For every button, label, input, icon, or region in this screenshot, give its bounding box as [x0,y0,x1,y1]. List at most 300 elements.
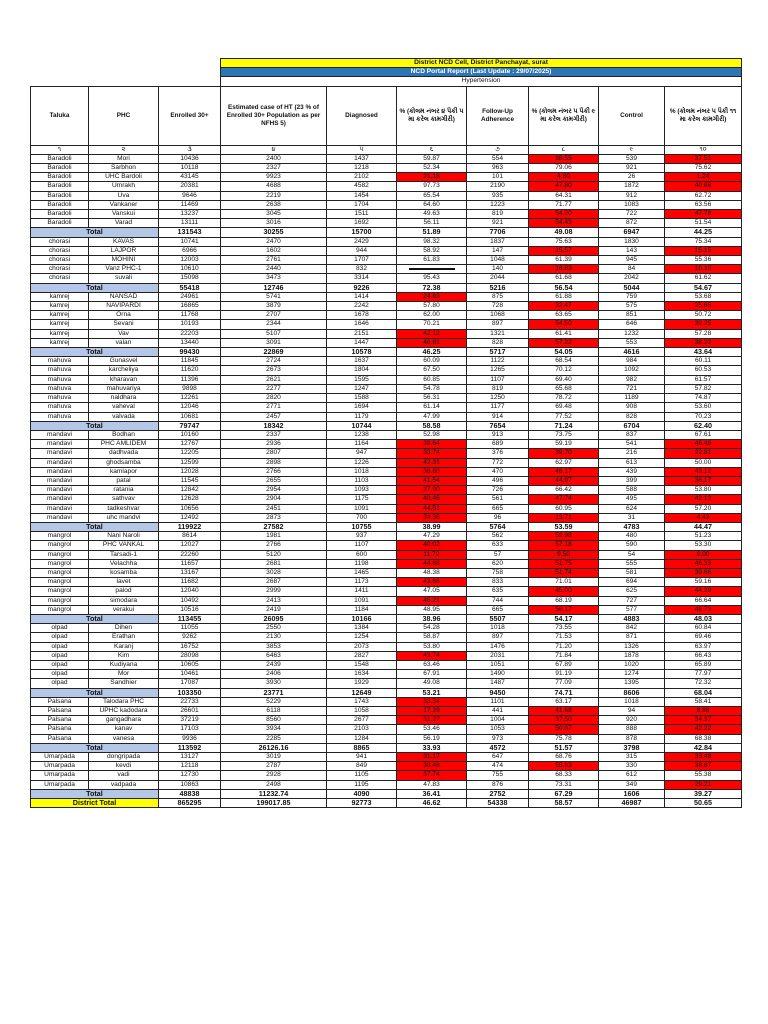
total-cell: 55418 [159,283,221,292]
table-cell: 17087 [159,679,221,688]
table-cell: 24.63 [397,292,467,301]
table-cell: 3091 [221,338,327,347]
report-subtitle: NCD Portal Report (Last Update : 29/07/2025) [221,68,742,77]
table-cell: 59.19 [529,440,599,449]
table-cell: 79.06 [529,164,599,173]
table-cell: Kudiyana [89,660,159,669]
table-cell: 53.80 [397,642,467,651]
table-row [31,587,742,596]
table-cell: 3045 [221,210,327,219]
table-cell: Palsana [31,734,89,743]
table-cell: 21.18 [397,173,467,182]
total-cell: 48838 [159,789,221,798]
table-row [31,384,742,393]
table-cell: 36.80 [397,467,467,476]
table-cell: 41.54 [397,476,467,485]
table-cell: kosamba [89,568,159,577]
table-cell: 47.80 [529,182,599,191]
table-cell: 77.52 [529,412,599,421]
table-cell: 897 [467,633,529,642]
table-row [31,329,742,338]
table-cell: 2898 [221,458,327,467]
table-cell: karcheliya [89,366,159,375]
table-cell: 71.53 [529,633,599,642]
table-cell: 78.72 [529,394,599,403]
total-cell: 4783 [599,522,665,531]
table-cell: 53.60 [665,403,742,412]
table-cell: 62.00 [397,311,467,320]
table-cell: 97.73 [397,182,467,191]
table-cell: 10605 [159,660,221,669]
table-cell: 849 [327,762,397,771]
table-cell: 98.32 [397,237,467,246]
table-cell: 38.22 [665,338,742,347]
table-cell: mangrol [31,596,89,605]
table-cell: 871 [599,633,665,642]
table-cell: dadhvada [89,449,159,458]
table-cell: 47.78 [665,210,742,219]
table-cell: 12842 [159,486,221,495]
table-cell: mandavi [31,449,89,458]
table-cell: olpad [31,651,89,660]
table-row [31,605,742,614]
col-number: ૪ [221,145,327,154]
total-cell: 10166 [327,614,397,623]
total-label: Total [31,789,159,798]
table-cell: 1189 [599,394,665,403]
table-cell: 2242 [327,302,397,311]
header-diagnosed: Diagnosed [327,86,397,145]
table-cell: 1414 [327,292,397,301]
table-cell: 878 [599,734,665,743]
table-cell: 633 [467,541,529,550]
table-row [31,237,742,246]
table-cell: 43145 [159,173,221,182]
total-cell: 56.54 [529,283,599,292]
table-cell: 872 [599,219,665,228]
table-cell: 1048 [467,256,529,265]
table-cell: 1105 [327,771,397,780]
table-cell: 16865 [159,302,221,311]
table-cell: Baradoli [31,219,89,228]
table-cell: 12046 [159,403,221,412]
table-cell: 66.43 [665,651,742,660]
table-cell [397,265,467,274]
table-cell: 399 [599,476,665,485]
table-cell: 1837 [467,237,529,246]
total-cell: 49.08 [529,228,599,237]
table-cell: 1274 [599,670,665,679]
table-cell: 772 [467,458,529,467]
table-cell: 96 [467,513,529,522]
total-label: Total [31,228,159,237]
total-cell: 5044 [599,283,665,292]
total-cell: 54338 [467,799,529,808]
table-row [31,753,742,762]
table-cell: 10118 [159,164,221,173]
total-cell: 99430 [159,348,221,357]
table-cell: 44.51 [397,504,467,513]
table-cell: 1254 [327,633,397,642]
table-cell: 2219 [221,191,327,200]
total-cell: 36.41 [397,789,467,798]
table-cell: 1476 [467,642,529,651]
table-cell: 6966 [159,246,221,255]
table-cell: chorasi [31,274,89,283]
table-cell: 1058 [327,707,397,716]
table-cell: Dihen [89,624,159,633]
table-cell: 11545 [159,476,221,485]
total-row [31,228,742,237]
table-cell: 91.19 [529,670,599,679]
table-cell: mandavi [31,458,89,467]
table-cell: 897 [467,320,529,329]
table-cell: 2954 [221,486,327,495]
total-row [31,348,742,357]
table-cell: 10461 [159,670,221,679]
table-row [31,559,742,568]
total-cell: 113455 [159,614,221,623]
table-cell: tadkeshvar [89,504,159,513]
table-cell: 1265 [467,366,529,375]
table-cell: 10863 [159,780,221,789]
table-cell: 54 [599,550,665,559]
table-cell: 10656 [159,504,221,513]
table-cell: 10492 [159,596,221,605]
table-cell: UHC Bardoli [89,173,159,182]
total-cell: 8606 [599,688,665,697]
total-label: Total [31,348,159,357]
table-cell: 913 [467,430,529,439]
table-cell: 65.68 [529,384,599,393]
table-cell: 57.80 [397,302,467,311]
table-row [31,311,742,320]
total-cell: 51.89 [397,228,467,237]
table-cell: 37219 [159,716,221,725]
table-cell: 5120 [221,550,327,559]
table-cell: 1437 [327,154,397,163]
table-cell: 1411 [327,587,397,596]
table-cell: Orna [89,311,159,320]
table-cell: 635 [467,587,529,596]
table-cell: mandavi [31,440,89,449]
table-cell: 58.87 [397,633,467,642]
table-cell: 60.95 [529,504,599,513]
table-cell: 1101 [467,697,529,706]
table-cell: 3934 [221,725,327,734]
table-cell: 31.17 [397,753,467,762]
table-cell: 1051 [467,660,529,669]
table-cell: 42.22 [665,725,742,734]
table-cell: 68.76 [529,753,599,762]
table-cell: 12730 [159,771,221,780]
table-cell: Baradoli [31,173,89,182]
table-cell: 2936 [221,440,327,449]
table-cell: 744 [467,596,529,605]
table-cell: 11469 [159,200,221,209]
table-cell: 1018 [467,624,529,633]
table-row [31,476,742,485]
table-cell: 12205 [159,449,221,458]
table-cell: naldhara [89,394,159,403]
table-row [31,725,742,734]
table-cell: 1250 [467,394,529,403]
table-cell: 33.74 [397,449,467,458]
table-cell: 600 [327,550,397,559]
table-cell: 42.31 [397,458,467,467]
table-cell: 10610 [159,265,221,274]
table-cell: 851 [599,311,665,320]
table-cell: 4582 [327,182,397,191]
table-cell: 13440 [159,338,221,347]
total-cell: 67.29 [529,789,599,798]
total-cell: 39.27 [665,789,742,798]
table-cell: 39.64 [397,440,467,449]
table-cell: 1091 [327,596,397,605]
table-cell: 140 [467,265,529,274]
table-cell: 914 [467,412,529,421]
table-cell: 1107 [327,541,397,550]
total-cell: 4616 [599,348,665,357]
total-cell: 23771 [221,688,327,697]
table-row [31,191,742,200]
table-cell: 8614 [159,532,221,541]
table-cell: 13127 [159,753,221,762]
table-cell: 13167 [159,568,221,577]
total-label: Total [31,522,159,531]
table-cell: 1175 [327,495,397,504]
table-cell: 2151 [327,329,397,338]
table-cell: 727 [599,596,665,605]
table-cell: 1068 [467,311,529,320]
total-cell: 53.59 [529,522,599,531]
table-cell: 73.55 [529,624,599,633]
table-cell: Vav [89,329,159,338]
table-cell: 722 [599,210,665,219]
table-cell: 68.19 [529,596,599,605]
table-cell: olpad [31,624,89,633]
total-cell: 4572 [467,743,529,752]
table-row [31,430,742,439]
table-cell: 2044 [467,274,529,283]
table-cell: 441 [467,707,529,716]
table-cell: 16752 [159,642,221,651]
table-cell: 2681 [221,559,327,568]
header-diagnosed-pct: % (કોલમ નંબર ૪ પૈકી ૫ મા કરેલ કામગીરી) [397,86,467,145]
table-cell: mandavi [31,467,89,476]
table-cell: 63.65 [529,311,599,320]
table-cell: chorasi [31,246,89,255]
total-cell: 26095 [221,614,327,623]
table-cell: 48.95 [397,605,467,614]
table-cell: mangrol [31,605,89,614]
table-cell: 2419 [221,605,327,614]
table-cell: 1164 [327,440,397,449]
table-cell: 1981 [221,532,327,541]
table-cell: 944 [327,246,397,255]
total-cell: 5764 [467,522,529,531]
table-cell: mangrol [31,559,89,568]
table-row [31,670,742,679]
table-cell: Baradoli [31,154,89,163]
table-cell: 74.87 [665,394,742,403]
table-cell: Umarpada [31,780,89,789]
total-cell: 5216 [467,283,529,292]
table-cell: 57.82 [665,384,742,393]
table-cell: 56.11 [397,219,467,228]
table-cell: 828 [599,412,665,421]
table-cell: 57 [467,550,529,559]
table-cell: 620 [467,559,529,568]
table-cell: olpad [31,660,89,669]
table-cell: 1634 [327,670,397,679]
table-cell: 49.08 [397,679,467,688]
table-cell: 68.54 [529,357,599,366]
table-cell: olpad [31,670,89,679]
table-cell: Talodara PHC [89,697,159,706]
total-cell: 54.05 [529,348,599,357]
table-cell: 12003 [159,256,221,265]
table-cell: 29.21 [665,780,742,789]
table-cell: 1018 [327,467,397,476]
table-row [31,449,742,458]
table-cell: 54.43 [529,219,599,228]
table-cell: 819 [467,210,529,219]
table-cell: 1053 [467,725,529,734]
table-row [31,458,742,467]
table-cell: 37.51 [665,154,742,163]
table-cell: valvada [89,412,159,421]
table-cell: ratania [89,486,159,495]
table-cell: 66.42 [529,486,599,495]
table-cell: 47.99 [397,412,467,421]
table-cell: mangrol [31,532,89,541]
table-cell: 1872 [599,182,665,191]
table-cell: 832 [327,265,397,274]
table-cell: 26601 [159,707,221,716]
table-cell: 66.64 [665,596,742,605]
table-row [31,486,742,495]
table-row [31,219,742,228]
table-cell: 61.68 [529,274,599,283]
table-cell: Sevani [89,320,159,329]
total-cell: 5717 [467,348,529,357]
table-cell: 12492 [159,513,221,522]
table-cell: 1173 [327,578,397,587]
table-cell: mandavi [31,430,89,439]
table-cell: mandavi [31,504,89,513]
table-cell: 2130 [221,633,327,642]
table-cell: 1511 [327,210,397,219]
table-cell: Nani Naroli [89,532,159,541]
table-cell: 54.28 [397,624,467,633]
table-cell: 2904 [221,495,327,504]
table-cell: 349 [599,780,665,789]
table-cell: 1595 [327,375,397,384]
table-cell: 11396 [159,375,221,384]
table-cell: 69.46 [665,633,742,642]
table-cell: 52.98 [397,430,467,439]
table-row [31,780,742,789]
total-label: Total [31,283,159,292]
table-cell: mahuvariya [89,384,159,393]
table-cell: 1878 [599,651,665,660]
table-cell: 56.19 [397,734,467,743]
header-taluka: Taluka [31,86,89,145]
table-cell: 22260 [159,550,221,559]
table-cell: 12118 [159,762,221,771]
table-cell: 9936 [159,734,221,743]
table-row [31,660,742,669]
table-cell: 38.87 [665,762,742,771]
table-cell: 3473 [221,274,327,283]
table-row [31,633,742,642]
table-cell: 57.20 [665,504,742,513]
table-cell: 1637 [327,357,397,366]
table-cell: 945 [599,256,665,265]
table-cell: 439 [599,467,665,476]
table-cell: 1588 [327,394,397,403]
col-number: ૧ [31,145,89,154]
table-cell: 1223 [467,200,529,209]
table-row [31,375,742,384]
table-cell: 56.17 [529,605,599,614]
table-cell: 562 [467,532,529,541]
total-label: Total [31,743,159,752]
table-cell: 216 [599,449,665,458]
table-cell: 47.74 [529,495,599,504]
table-cell: 2285 [221,734,327,743]
table-cell: 22.81 [665,449,742,458]
col-number: ૩ [159,145,221,154]
table-row [31,651,742,660]
column-number-row [31,145,742,154]
table-cell: Karanj [89,642,159,651]
table-cell: Erathan [89,633,159,642]
table-cell: 837 [599,430,665,439]
table-cell: 1198 [327,559,397,568]
header-control-pct: % (કોલમ નંબર ૫ પૈકી ૧૧ મા કરેલ કામગીરી) [665,86,742,145]
table-cell: 689 [467,440,529,449]
table-row [31,182,742,191]
table-row [31,467,742,476]
table-cell: 541 [599,440,665,449]
total-cell: 6947 [599,228,665,237]
table-cell: Umarpada [31,771,89,780]
table-cell: 982 [599,375,665,384]
report-title: District NCD Cell, District Panchayat, surat [221,59,742,68]
table-cell: 1830 [599,237,665,246]
table-cell: 13111 [159,219,221,228]
table-row [31,302,742,311]
table-cell: 875 [467,292,529,301]
table-row [31,210,742,219]
table-cell: gangadhara [89,716,159,725]
table-cell: mahuva [31,403,89,412]
total-cell: 6704 [599,421,665,430]
table-cell: mahuva [31,394,89,403]
table-cell: 10193 [159,320,221,329]
table-cell: 17103 [159,725,221,734]
table-cell: kamrej [31,329,89,338]
table-cell: 37.74 [397,771,467,780]
table-cell: valan [89,338,159,347]
table-cell: 2687 [221,578,327,587]
table-cell: 2827 [327,651,397,660]
table-cell: 5107 [221,329,327,338]
table-row [31,256,742,265]
table-cell: 46.17 [529,467,599,476]
